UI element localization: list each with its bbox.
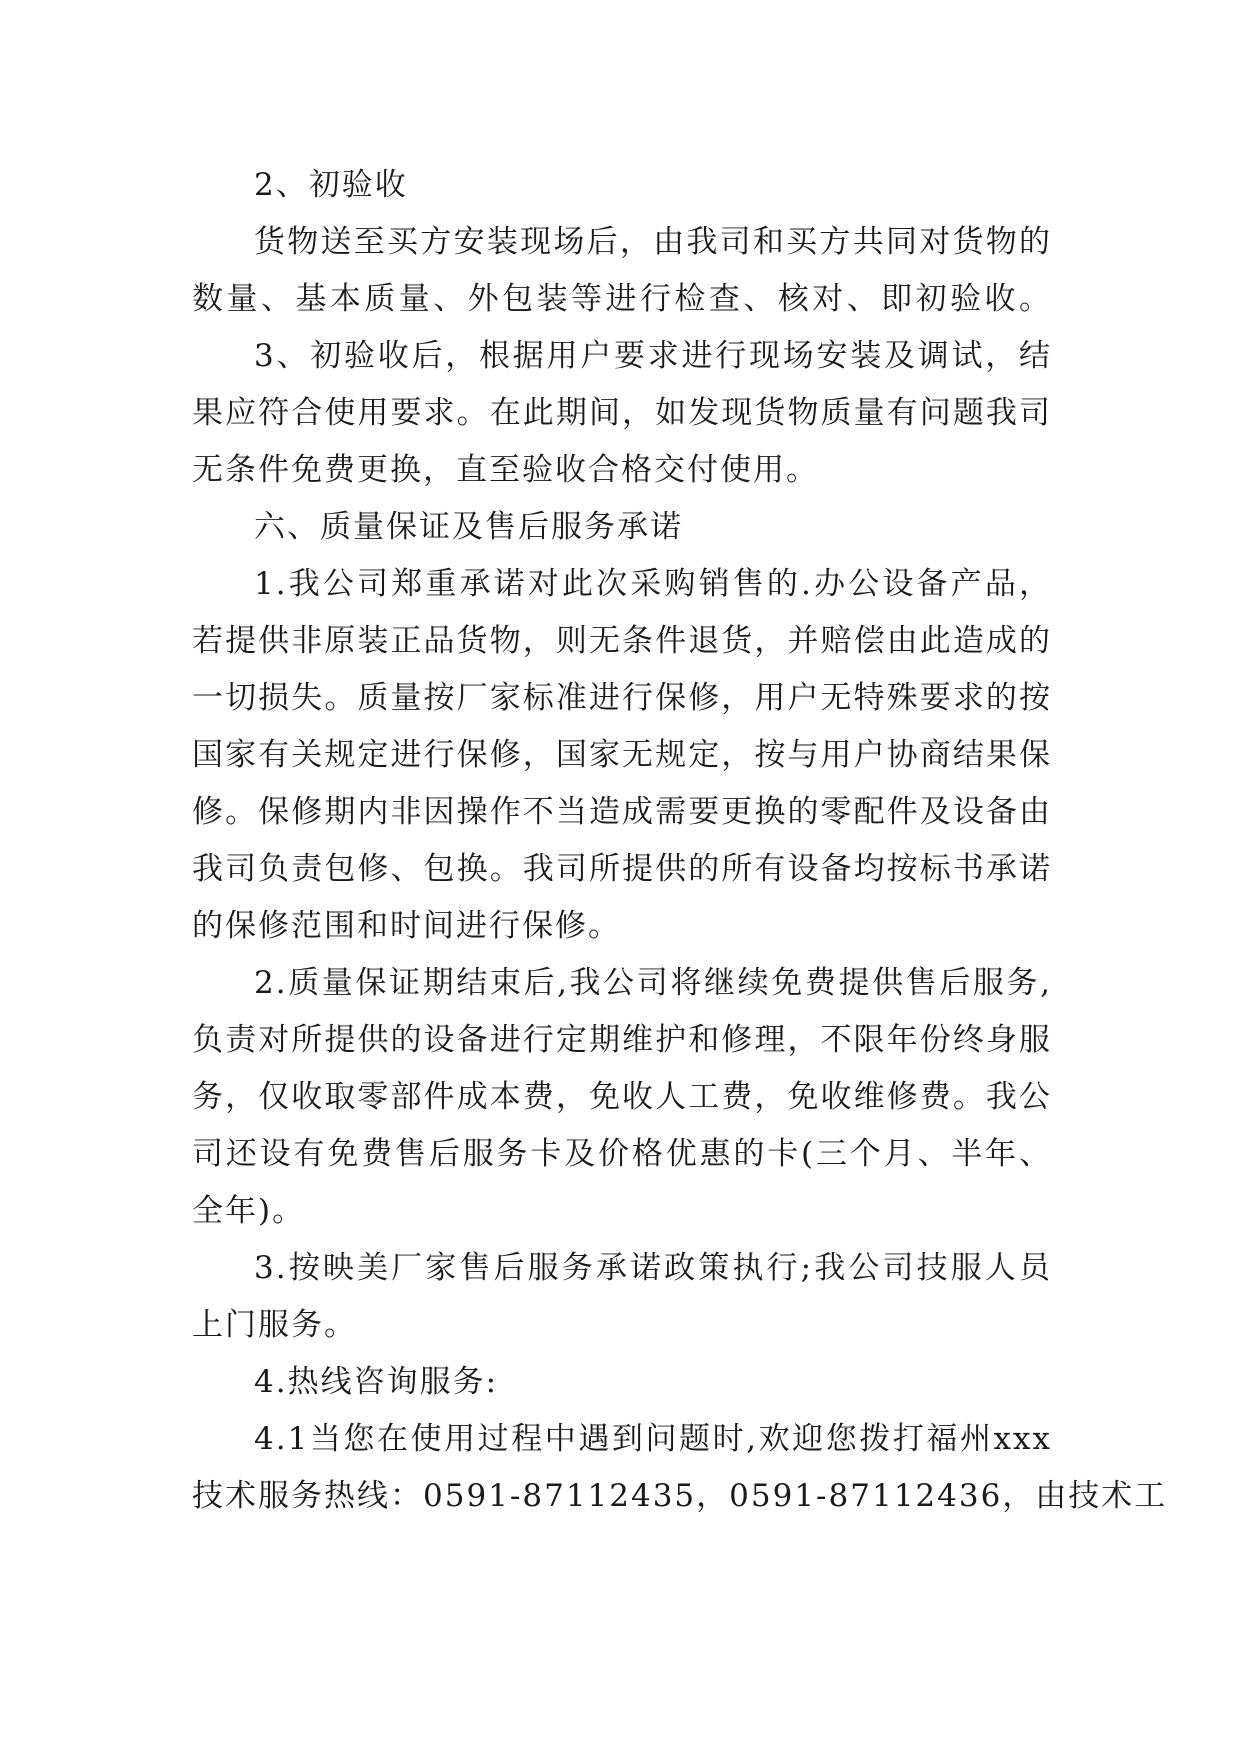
paragraph-line: 上门服务。 [192, 1307, 357, 1343]
paragraph-line: 的保修范围和时间进行保修。 [192, 908, 621, 944]
paragraph-line: 一切损失。质量按厂家标准进行保修，用户无特殊要求的按 [192, 680, 1052, 716]
paragraph-line: 技术服务热线：0591-87112435，0591-87112436，由技术工 [192, 1478, 1168, 1514]
paragraph-line: 3、初验收后，根据用户要求进行现场安装及调试，结 [254, 338, 1052, 374]
paragraph-line: 全年)。 [192, 1193, 306, 1229]
paragraph-line: 修。保修期内非因操作不当造成需要更换的零配件及设备由 [192, 794, 1052, 830]
paragraph-line: 货物送至买方安装现场后，由我司和买方共同对货物的 [254, 224, 1052, 260]
paragraph-line: 数量、基本质量、外包装等进行检查、核对、即初验收。 [192, 281, 1052, 317]
paragraph-line: 无条件免费更换，直至验收合格交付使用。 [192, 452, 819, 488]
paragraph-line: 1.我公司郑重承诺对此次采购销售的.办公设备产品， [254, 566, 1052, 602]
paragraph-line: 4.热线咨询服务: [254, 1364, 499, 1400]
paragraph-line: 4.1当您在使用过程中遇到问题时,欢迎您拨打福州xxx [254, 1421, 1052, 1457]
paragraph-line: 司还设有免费售后服务卡及价格优惠的卡(三个月、半年、 [192, 1136, 1052, 1172]
paragraph-line: 我司负责包修、包换。我司所提供的所有设备均按标书承诺 [192, 851, 1052, 887]
paragraph-line: 若提供非原装正品货物，则无条件退货，并赔偿由此造成的 [192, 623, 1052, 659]
paragraph-line: 果应符合使用要求。在此期间，如发现货物质量有问题我司 [192, 395, 1052, 431]
paragraph-line: 2.质量保证期结束后,我公司将继续免费提供售后服务, [254, 965, 1052, 1001]
paragraph-line: 3.按映美厂家售后服务承诺政策执行;我公司技服人员 [254, 1250, 1052, 1286]
section-heading-initial-acceptance: 2、初验收 [254, 167, 408, 203]
paragraph-line: 务，仅收取零部件成本费，免收人工费，免收维修费。我公 [192, 1079, 1052, 1115]
section-heading-quality-warranty: 六、质量保证及售后服务承诺 [254, 509, 683, 545]
paragraph-line: 国家有关规定进行保修，国家无规定，按与用户协商结果保 [192, 737, 1052, 773]
paragraph-line: 负责对所提供的设备进行定期维护和修理，不限年份终身服 [192, 1022, 1052, 1058]
